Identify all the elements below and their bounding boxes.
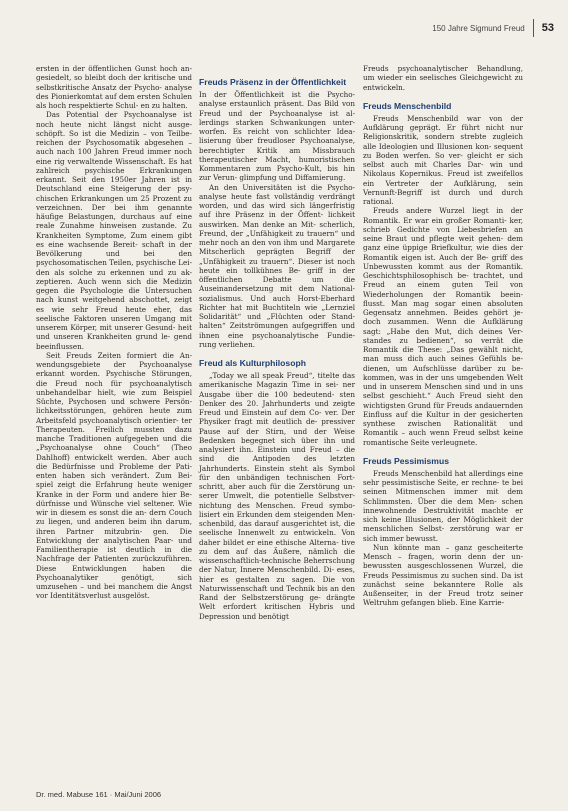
header-divider — [533, 19, 534, 37]
paragraph: Freuds psychoanalytischer Behandlung, um wieder ein seelisches Gleichgewicht zu entwickeln. — [363, 64, 523, 92]
article-body — [0, 64, 568, 783]
paragraph: Freuds Menschenbild hat allerdings eine sehr pessimistische Seite, er rechne- te bei seinen Mitmenschen immer mit dem Schlimmsten. Über die dem Men- schen innewohnende Destruktivität machte er sich keine Illusionen, der Möglichkeit der menschlichen Selbst- zerstörung war er sich immer bewusst. — [363, 468, 523, 543]
section-heading: Freud als Kulturphilosoph — [199, 358, 306, 368]
paragraph: Nun könnte man – ganz gescheiterte Mensch – fragen, worin denn der un- bewussten ausgeschlossenen Wurzel, die Freuds Pessimismus zu suchen sind. Da ist zunächst seine bekanntere Rolle als Außenseiter, in der Freud trotz seiner Weltruhm gefangen blieb. Eine Karrie- — [363, 542, 523, 608]
paragraph: In der Öffentlichkeit ist die Psycho- analyse erstaunlich präsent. Das Bild von Freud und der Psychoanalyse ist al- lerdings starken Schwankungen unter- worfen. Es reicht von schlichter Idea- lisierung über freudloser Psychoanalyse, berechtigter Kritik am Missbrauch therapeutischer Macht, humoristischen Kommentaren zum Psycho-Kult, bis hin zur Verun- glimpfung und Diffamierung. — [199, 90, 355, 183]
column-1 — [36, 64, 192, 601]
paragraph: ersten in der öffentlichen Gunst hoch an- gesiedelt, so bleibt doch der kritische und selbstkritische Ansatz der Psycho- analyse des Pionierkomtat auf dem ersten Schulen als hoch respektierte Schul- en zu halten. — [36, 64, 192, 110]
paragraph: Freuds Menschenbild war von der Aufklärung geprägt. Er führt nicht nur Religionskritik, sondern strebte zugleich alle Ideologien und Illusionen kon- sequent zu Boden werfen. So ver- gleicht er sich selbst auch mit Charles Dar- win und Nikolaus Kopernikus. Freud ist zweifellos ein Vertreter der Aufklärung, sein Vernunft-Begriff ist durch und durch rational. — [363, 113, 523, 206]
page-footer: Dr. med. Mabuse 161 · Mai/Juni 2006 — [36, 790, 162, 799]
paragraph: Seit Freuds Zeiten formiert die An- wendungsgebiete der Psychoanalyse erkannt worden. Psychische Störungen, die Freud noch für psychoanalytisch unbehandelbar hielt, wie zum Beispiel Süchte, Psychosen und schwere Persön- lichkeitsstörungen, gehören heute zum Arbeitsfeld psychoanalytisch orientier- ter Therapeuten. Freilich mussten dazu manche Traditionen aufgegeben und die „Psychoanalyse ohne Couch“ (Theo Dahlhoff) entwickelt werden. Aber auch die Bedürfnisse und Probleme der Pati- enten haben sich verändert. Zum Bei- spiel zeigt die Erfahrung heute weniger Kranke in der Form und andere hier Be- dürfnisse und Wünsche viel seltener. Wie wir in diesem es sonst die an- dern Couch zu liegen, und anderen beim ihn darum, ihren Partner mitzubrin- gen. Die Entwicklung der analytischen Paar- und Familientherapie ist deutlich in die Nachfrage der Patienten zurückzuführen. Diese Entwicklungen haben die Psychoanalytiker genötigt, sich umzusehen – und bei manchem die Angst vor Identitätsverlust ausgelöst. — [36, 350, 192, 601]
paragraph: „Today we all speak Freud“, titelte das amerikanische Magazin Time in sei- ner Ausgabe über die 100 bedeutend- sten Denker des 20. Jahrhunderts und zeigte Freud und Einstein auf dem Co- ver. Der Physiker fragt mit deutlich de- pressiver Pause auf der Stirn, und der Weise Bedenken begegnet sich über ihn und analysiert ihn. Einstein und Freud – die sind die Antipoden des letzten Jahrhunderts. Einstein steht als Symbol für den unbändigen technischen Fort- schritt, aber auch für die Zerstörung un- serer Umwelt, die potentielle Selbstver- nichtung des Menschen. Freud symbo- lisiert ein Erkunden dem steigenden Men- schenbild, das darauf ausgerichtet ist, die seelische Innenwelt zu entwickeln. Von daher bildet er eine ethische Alterna- tive zu dem auf das Äußere, nämlich die wissenschaftlich-technische Beherrschung der Natur, Innere Menschenbild. Di- eses, hier es gestalten zu sagen. Die von Naturwissenschaft und Technik bis an den Rand der Selbstzerstörung ge- drängte Welt erfordert kritischen Hybris und Depression und benötigt — [199, 371, 355, 621]
section-heading: Freuds Menschenbild — [363, 100, 452, 111]
section-heading: Freuds Pessimismus — [363, 455, 449, 466]
column-3 — [363, 64, 523, 608]
paragraph: An den Universitäten ist die Psycho- analyse heute fast vollständig verdrängt worden, und das wird sich längerfristig auf ihre Präsenz in der Öffent- lichkeit auswirken. Man denke an Mit- scherlich, Freund, der „Unfähigkeit zu trauern“ und mehr noch an den von ihm und Margarete Mitscherlich geprägten Begriff der „Unfähigkeit zu trauern“. Dieser ist noch heute ein tollkühnes Be- griff in der öffentlichen Debatte um die Auseinandersetzung mit dem National- sozialismus. Und auch Horst-Eberhard Richter hat mit Buchtiteln wie „Lernziel Solidarität“ und „Flüchten oder Stand- halten“ Zeitströmungen aufgegriffen und ihnen eine psychoanalytische Fundie- rung verliehen. — [199, 182, 355, 349]
paragraph: Das Potential der Psychoanalyse ist noch heute nicht längst nicht ausge- schöpft. So ist die Medizin – von Teilbe- reichen der Psychosomatik abgesehen – auch nach 100 Jahren Freud immer noch eine rig verwaltende Wissenschaft. Es hat zahlreich psychische Erkrankungen erkannt. Seit den 1950er Jahren ist in Deutschland eine Steigerung der psy- chischen Erkrankungen um 25 Prozent zu verzeichnen. Der bei ihm genannte häufige Belastungen, durchaus auf eine reale Zunahme hinweisen zustande. Zu Krankheiten Symptome, Zum einem gibt es eine wachsende Bereit- schaft in der Bevölkerung und bei den psychosomatischen Teilen, psychische Lei- den als solche zu erkennen und zu ak- zeptieren. Auch wenn sich die Medizin gegen die Psychologie die Untersuchen nach kunst weitgehend abschottet, zeigt es wie sehr Freud heute eher, das seelische Faktoren unseren Umgang mit unserem Körper, mit unserer Gesund- heit und unseren Krankheiten grund le- gend beeinflussen. — [36, 110, 192, 351]
page-number: 53 — [541, 22, 554, 34]
section-heading: Freuds Präsenz in der Öffentlichkeit — [199, 77, 347, 87]
column-2 — [199, 64, 355, 621]
running-title: 150 Jahre Sigmund Freud — [432, 23, 525, 33]
running-header — [0, 20, 554, 36]
paragraph: Freuds andere Wurzel liegt in der Romantik. Er war ein großer Romanti- ker, schrieb Gedichte von Liebesbriefen an seine Braut und pflegte weit gehen- dem ganz eine üppige Briefkultur, wie dies der Romantik eigen ist. Auch der Be- griff des Unbewussten kommt aus der Romantik. Geschichtsphilosophisch be- trachtet, und Freud an einem guten Teil von Wiederholungen der Romantik beein- flusst. Man mag sogar einen absoluten Gegensatz annehmen. Beides gehört je- doch zusammen. Wenn die Aufklärung sagt: „Habe den Mut, dich deines Ver- standes zu bedienen“, so verrät die Romantik die These: „Das gewählt nicht, man muss dich auch seines Gefühls be- dienen, um Aufschlüsse darüber zu be- kommen, was in der uns umgebenden Welt und in unserem Menschen sind und in uns selbst geschieht.“ Auch Freud sieht den wichtigsten Grund für Freuds andauernden Einfluss auf die Kultur in der gesicherten synthese zwischen Rationalität und Romantik – auch wenn Freud selbst keine romantische Seite verleugnete. — [363, 206, 523, 447]
